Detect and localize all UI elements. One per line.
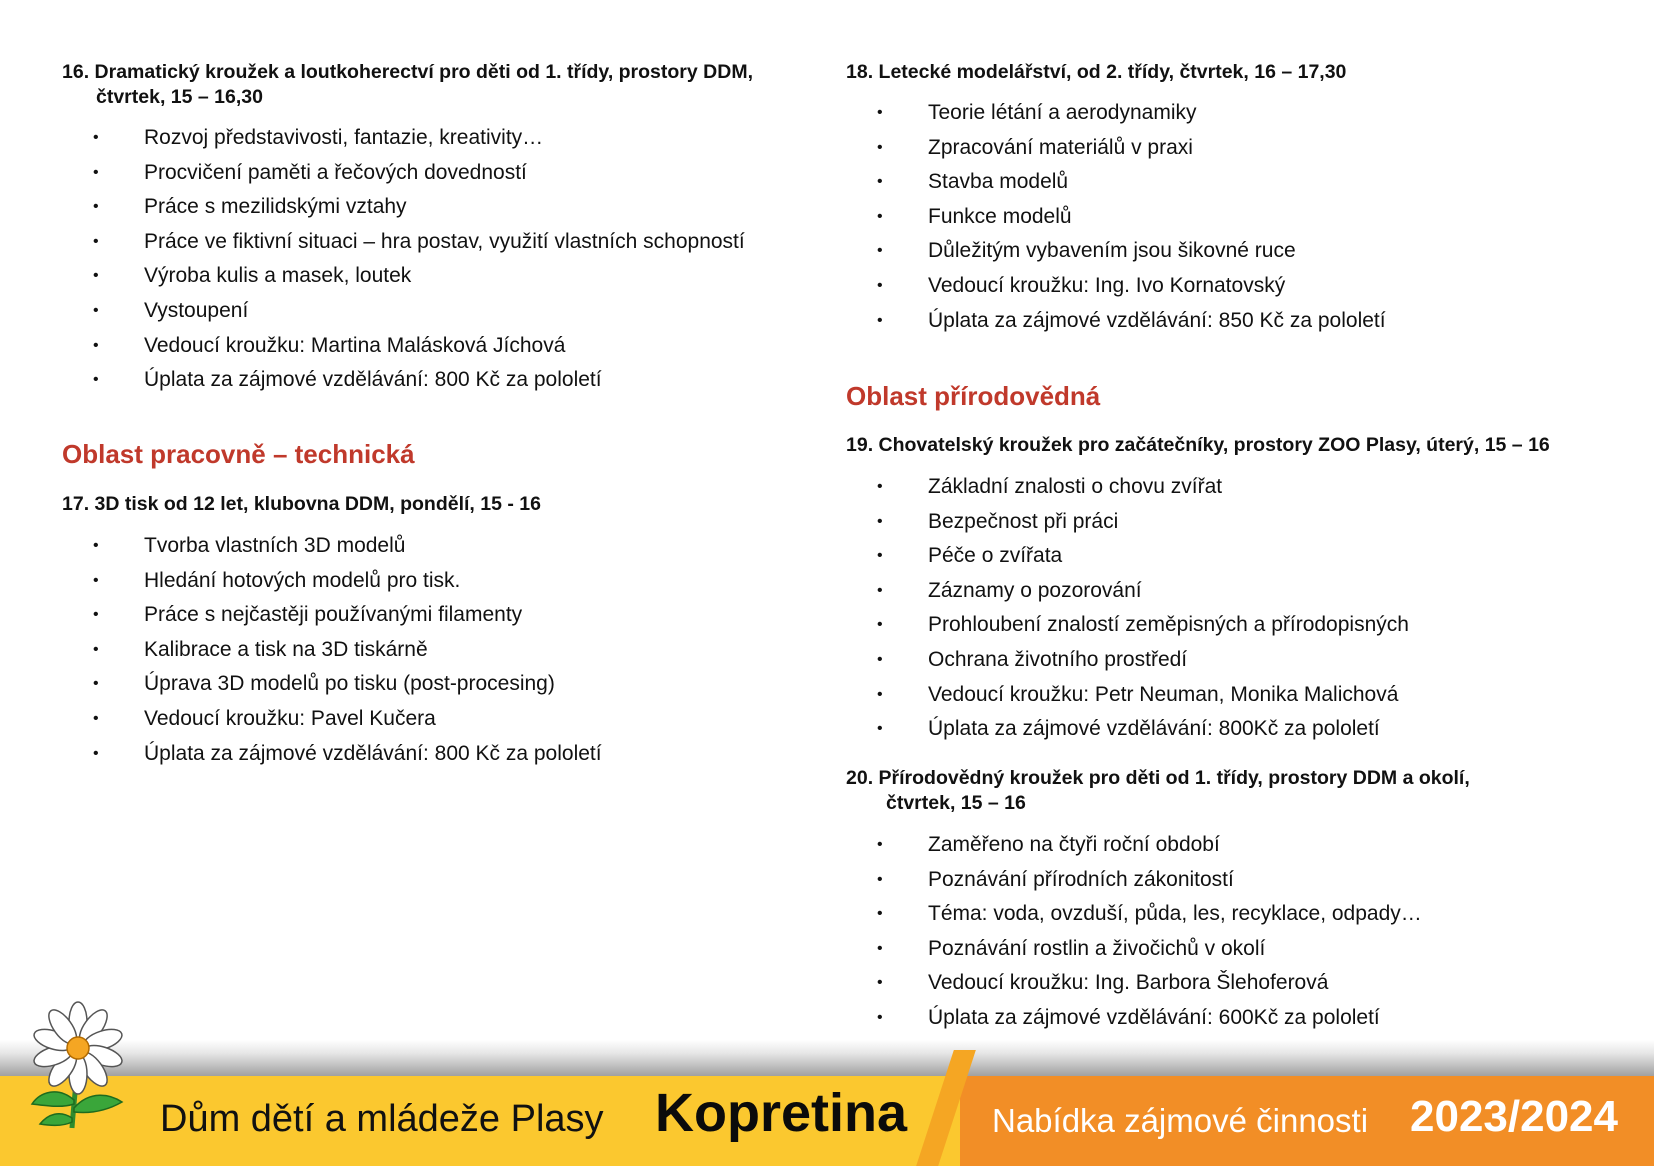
list-item: • Důležitým vybavením jsou šikovné ruce [846, 234, 1592, 269]
item-16-title-line1: Dramatický kroužek a loutkoherectví pro děti od 1. třídy, prostory DDM, [94, 61, 753, 83]
list-item: • Vedoucí kroužku: Petr Neuman, Monika Malichová [846, 678, 1592, 713]
item-18-title-text: Letecké modelářství, od 2. třídy, čtvrtek, 16 – 17,30 [878, 61, 1347, 83]
bullet: • [877, 870, 883, 888]
list-item: • Zpracování materiálů v praxi [846, 131, 1592, 166]
bullet: • [877, 138, 883, 156]
bullet: • [877, 650, 883, 668]
list-item: • Teorie létání a aerodynamiky [846, 96, 1592, 131]
bullet: • [877, 905, 883, 923]
item-19-list [846, 470, 1592, 747]
bullet: • [877, 478, 883, 495]
bullet: • [877, 720, 883, 738]
footer-shadow [0, 1040, 1654, 1078]
bullet: • [93, 267, 99, 285]
bullet: • [93, 371, 99, 389]
list-item: • Ochrana životního prostředí [846, 643, 1592, 678]
bullet: • [93, 537, 99, 554]
list-item: • Téma: voda, ovzduší, půda, les, recyklace, odpady… [846, 897, 1592, 932]
list-item: • Prohloubení znalostí zeměpisných a přírodopisných [846, 608, 1592, 643]
item-20-number: 20. [846, 767, 874, 789]
daisy-logo-icon [22, 1000, 134, 1130]
bullet: • [877, 1008, 883, 1026]
list-item: • Výroba kulis a masek, loutek [62, 259, 822, 294]
list-item: • Funkce modelů [846, 200, 1592, 235]
list-item: • Péče o zvířata [846, 539, 1592, 574]
item-19-title-text: Chovatelský kroužek pro začátečníky, prostory ZOO Plasy, úterý, 15 – 16 [878, 434, 1550, 456]
bullet: • [877, 311, 883, 329]
bullet: • [93, 198, 99, 216]
item-19-title [846, 433, 1592, 458]
brand-name: Kopretina [655, 1083, 908, 1143]
list-item: • Poznávání přírodních zákonitostí [846, 863, 1592, 898]
list-item: • Vedoucí kroužku: Pavel Kučera [62, 702, 822, 737]
bullet: • [877, 939, 883, 957]
item-16-number: 16. [62, 61, 90, 83]
section-heading-technical: Oblast pracovně – technická [62, 439, 415, 469]
item-16-list [62, 121, 822, 398]
bullet: • [877, 836, 883, 853]
item-17-title [62, 492, 822, 517]
bullet: • [93, 709, 99, 727]
list-item: • Úprava 3D modelů po tisku (post-procesing) [62, 667, 822, 702]
item-18-title [846, 60, 1592, 85]
list-item: • Práce ve fiktivní situaci – hra postav, využití vlastních schopností [62, 225, 822, 260]
list-item: • Kalibrace a tisk na 3D tiskárně [62, 633, 822, 668]
item-17-number: 17. [62, 493, 90, 515]
list-item: • Hledání hotových modelů pro tisk. [62, 564, 822, 599]
list-item: • Záznamy o pozorování [846, 574, 1592, 609]
item-16-title-line2: čtvrtek, 15 – 16,30 [96, 86, 263, 108]
bullet: • [93, 301, 99, 319]
list-item: • Úplata za zájmové vzdělávání: 600Kč za pololetí [846, 1001, 1592, 1036]
item-18-list [846, 96, 1592, 338]
item-20-title-line2: čtvrtek, 15 – 16 [886, 792, 1026, 814]
list-item: • Tvorba vlastních 3D modelů [62, 529, 822, 564]
list-item: • Úplata za zájmové vzdělávání: 800 Kč za pololetí [62, 363, 822, 398]
list-item: • Vedoucí kroužku: Martina Malásková Jíchová [62, 329, 822, 364]
item-17-title-text: 3D tisk od 12 let, klubovna DDM, pondělí, 15 - 16 [94, 493, 541, 515]
school-year: 2023/2024 [1410, 1092, 1618, 1141]
list-item: • Úplata za zájmové vzdělávání: 800 Kč za pololetí [62, 737, 822, 772]
section-heading-nature: Oblast přírodovědná [846, 381, 1101, 411]
bullet: • [877, 512, 883, 530]
bullet: • [93, 606, 99, 624]
item-16-title [62, 60, 822, 110]
item-20-title-line1: Přírodovědný kroužek pro děti od 1. třídy, prostory DDM a okolí, [878, 767, 1470, 789]
bullet: • [93, 675, 99, 693]
bullet: • [877, 685, 883, 703]
list-item: • Rozvoj představivosti, fantazie, kreativity… [62, 121, 822, 156]
bullet: • [877, 581, 883, 599]
organization-name: Dům dětí a mládeže Plasy [160, 1098, 604, 1140]
bullet: • [93, 163, 99, 181]
item-20-list [846, 828, 1592, 1036]
bullet: • [93, 232, 99, 250]
bullet: • [877, 173, 883, 191]
offer-caption: Nabídka zájmové činnosti [992, 1102, 1369, 1139]
list-item: • Úplata za zájmové vzdělávání: 850 Kč za pololetí [846, 304, 1592, 339]
bullet: • [877, 616, 883, 634]
bullet: • [877, 207, 883, 225]
list-item: • Procvičení paměti a řečových dovedností [62, 156, 822, 191]
bullet: • [93, 571, 99, 589]
bullet: • [93, 744, 99, 762]
item-20-title [846, 766, 1592, 816]
list-item: • Vedoucí kroužku: Ing. Barbora Šlehoferová [846, 966, 1592, 1001]
bullet: • [877, 104, 883, 121]
list-item: • Zaměřeno na čtyři roční období [846, 828, 1592, 863]
item-17-list [62, 529, 822, 771]
bullet: • [877, 276, 883, 294]
bullet: • [93, 129, 99, 146]
list-item: • Poznávání rostlin a živočichů v okolí [846, 932, 1592, 967]
list-item: • Stavba modelů [846, 165, 1592, 200]
bullet: • [93, 640, 99, 658]
bullet: • [877, 242, 883, 260]
item-19-number: 19. [846, 434, 874, 456]
list-item: • Vystoupení [62, 294, 822, 329]
bullet: • [93, 336, 99, 354]
bullet: • [877, 974, 883, 992]
list-item: • Bezpečnost při práci [846, 505, 1592, 540]
list-item: • Vedoucí kroužku: Ing. Ivo Kornatovský [846, 269, 1592, 304]
bullet: • [877, 547, 883, 565]
list-item: • Úplata za zájmové vzdělávání: 800Kč za pololetí [846, 712, 1592, 747]
item-18-number: 18. [846, 61, 874, 83]
list-item: • Základní znalosti o chovu zvířat [846, 470, 1592, 505]
list-item: • Práce s nejčastěji používanými filamenty [62, 598, 822, 633]
list-item: • Práce s mezilidskými vztahy [62, 190, 822, 225]
